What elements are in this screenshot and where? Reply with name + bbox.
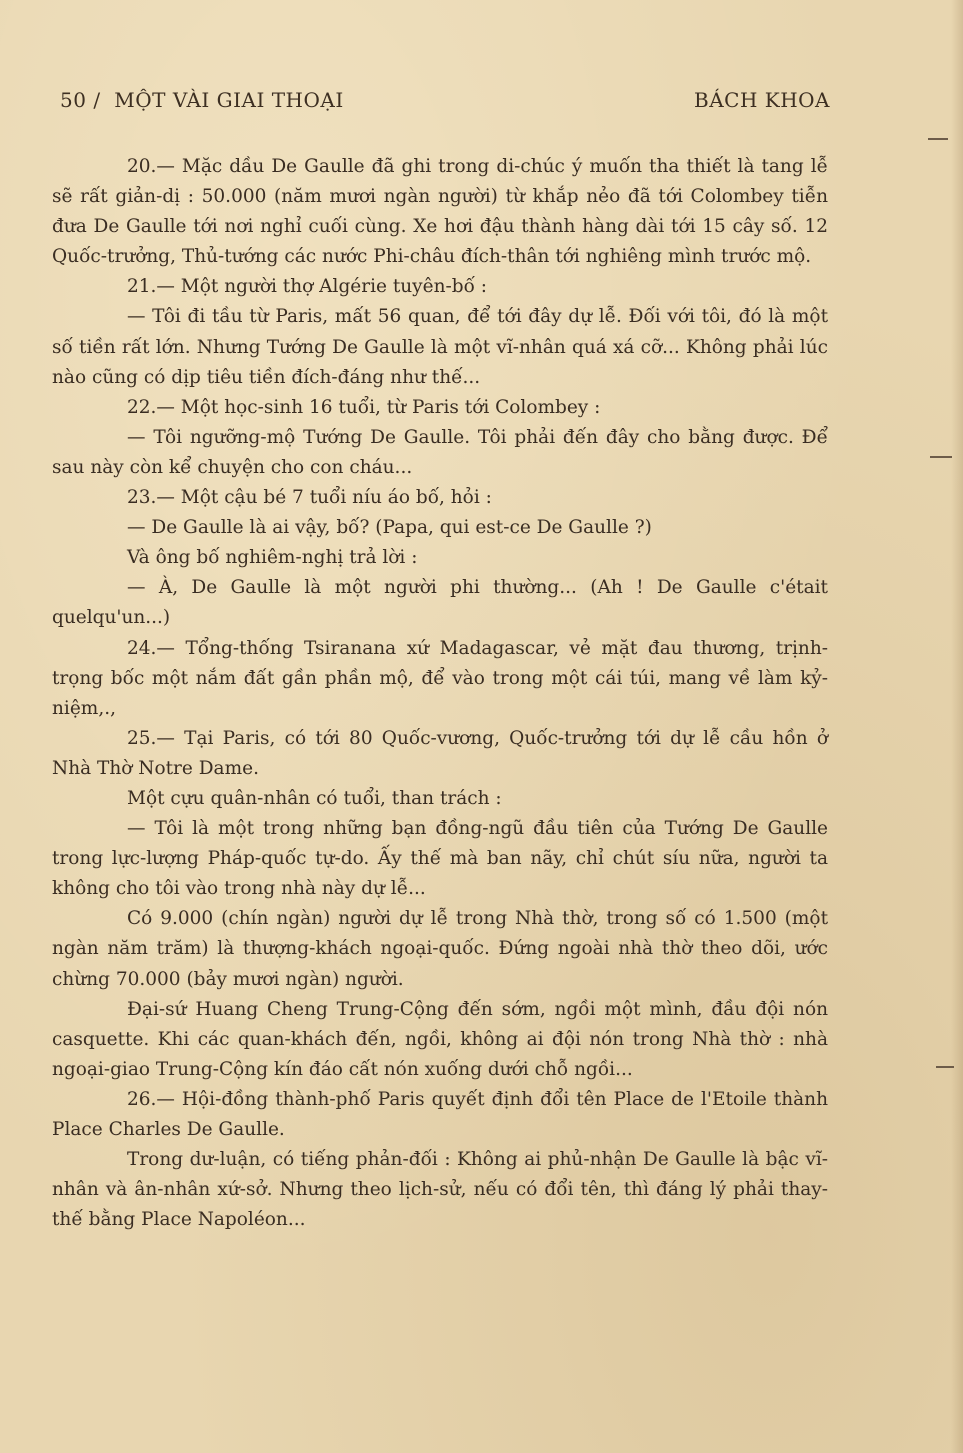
paragraph: 25.— Tại Paris, có tới 80 Quốc-vương, Quốc-trưởng tới dự lễ cầu hồn ở Nhà Thờ Notre Dame. bbox=[52, 727, 828, 779]
paragraph: — Tôi ngưỡng-mộ Tướng De Gaulle. Tôi phải đến đây cho bằng được. Để sau này còn kể chuyện cho con cháu... bbox=[52, 426, 828, 478]
margin-mark bbox=[930, 456, 952, 458]
paragraph: — Tôi là một trong những bạn đồng-ngũ đầu tiên của Tướng De Gaulle trong lực-lượng Pháp-quốc tự-do. Ấy thế mà ban nãy, chỉ chút síu nữa, người ta không cho tôi vào trong nhà này dự lễ... bbox=[52, 818, 828, 900]
article-body bbox=[52, 152, 828, 1235]
paragraph: Và ông bố nghiêm-nghị trả lời : bbox=[127, 547, 418, 569]
paragraph: 26.— Hội-đồng thành-phố Paris quyết định đổi tên Place de l'Etoile thành Place Charles De Gaulle. bbox=[52, 1088, 828, 1140]
paragraph: Trong dư-luận, có tiếng phản-đối : Không ai phủ-nhận De Gaulle là bậc vĩ-nhân và ân-nhân xứ-sở. Nhưng theo lịch-sử, nếu có đổi tên, thì đáng lý phải thay-thế bằng Place Napoléon... bbox=[52, 1149, 828, 1231]
paragraph: — À, De Gaulle là một người phi thường... (Ah ! De Gaulle c'était quelqu'un...) bbox=[52, 577, 828, 629]
paragraph: 24.— Tổng-thống Tsiranana xứ Madagascar, vẻ mặt đau thương, trịnh-trọng bốc một nắm đất gần phần mộ, để vào trong một cái túi, mang về làm kỷ-niệm,., bbox=[52, 637, 828, 719]
paragraph: — De Gaulle là ai vậy, bố? (Papa, qui est-ce De Gaulle ?) bbox=[127, 517, 652, 539]
paragraph: Có 9.000 (chín ngàn) người dự lễ trong Nhà thờ, trong số có 1.500 (một ngàn năm trăm) là thượng-khách ngoại-quốc. Đứng ngoài nhà thờ theo dõi, ước chừng 70.000 (bảy mươi ngàn) người. bbox=[52, 908, 828, 990]
paragraph: Một cựu quân-nhân có tuổi, than trách : bbox=[127, 787, 502, 809]
page-edge-shadow bbox=[951, 0, 963, 1453]
paragraph: 20.— Mặc dầu De Gaulle đã ghi trong di-chúc ý muốn tha thiết là tang lễ sẽ rất giản-dị : 50.000 (năm mươi ngàn người) từ khắp nẻo đã tới Colombey tiễn đưa De Gaulle tới nơi nghỉ cuối cùng. Xe hơi đậu thành hàng dài tới 15 cây số. 12 Quốc-trưởng, Thủ-tướng các nước Phi-châu đích-thân tới nghiêng mình trước mộ. bbox=[52, 156, 828, 268]
page-header bbox=[60, 88, 830, 118]
margin-mark bbox=[928, 138, 948, 140]
publication-name: BÁCH KHOA bbox=[694, 88, 830, 112]
paragraph: — Tôi đi tầu từ Paris, mất 56 quan, để tới đây dự lễ. Đối với tôi, đó là một số tiền rất lớn. Nhưng Tướng De Gaulle là một vĩ-nhân quá xá cỡ... Không phải lúc nào cũng có dịp tiêu tiền đích-đáng như thế... bbox=[52, 306, 828, 388]
header-left bbox=[60, 88, 344, 112]
section-title: MỘT VÀI GIAI THOẠI bbox=[114, 88, 344, 112]
page-number: 50 bbox=[60, 88, 87, 112]
paragraph: 23.— Một cậu bé 7 tuổi níu áo bố, hỏi : bbox=[127, 487, 492, 509]
paragraph: Đại-sứ Huang Cheng Trung-Cộng đến sớm, ngồi một mình, đầu đội nón casquette. Khi các quan-khách đến, ngồi, không ai đội nón trong Nhà thờ : nhà ngoại-giao Trung-Cộng kín đáo cất nón xuống dưới chỗ ngồi... bbox=[52, 998, 828, 1080]
header-separator: / bbox=[93, 88, 101, 112]
paragraph: 22.— Một học-sinh 16 tuổi, từ Paris tới Colombey : bbox=[127, 396, 601, 418]
margin-mark bbox=[936, 1066, 954, 1068]
paragraph: 21.— Một người thợ Algérie tuyên-bố : bbox=[127, 276, 488, 298]
